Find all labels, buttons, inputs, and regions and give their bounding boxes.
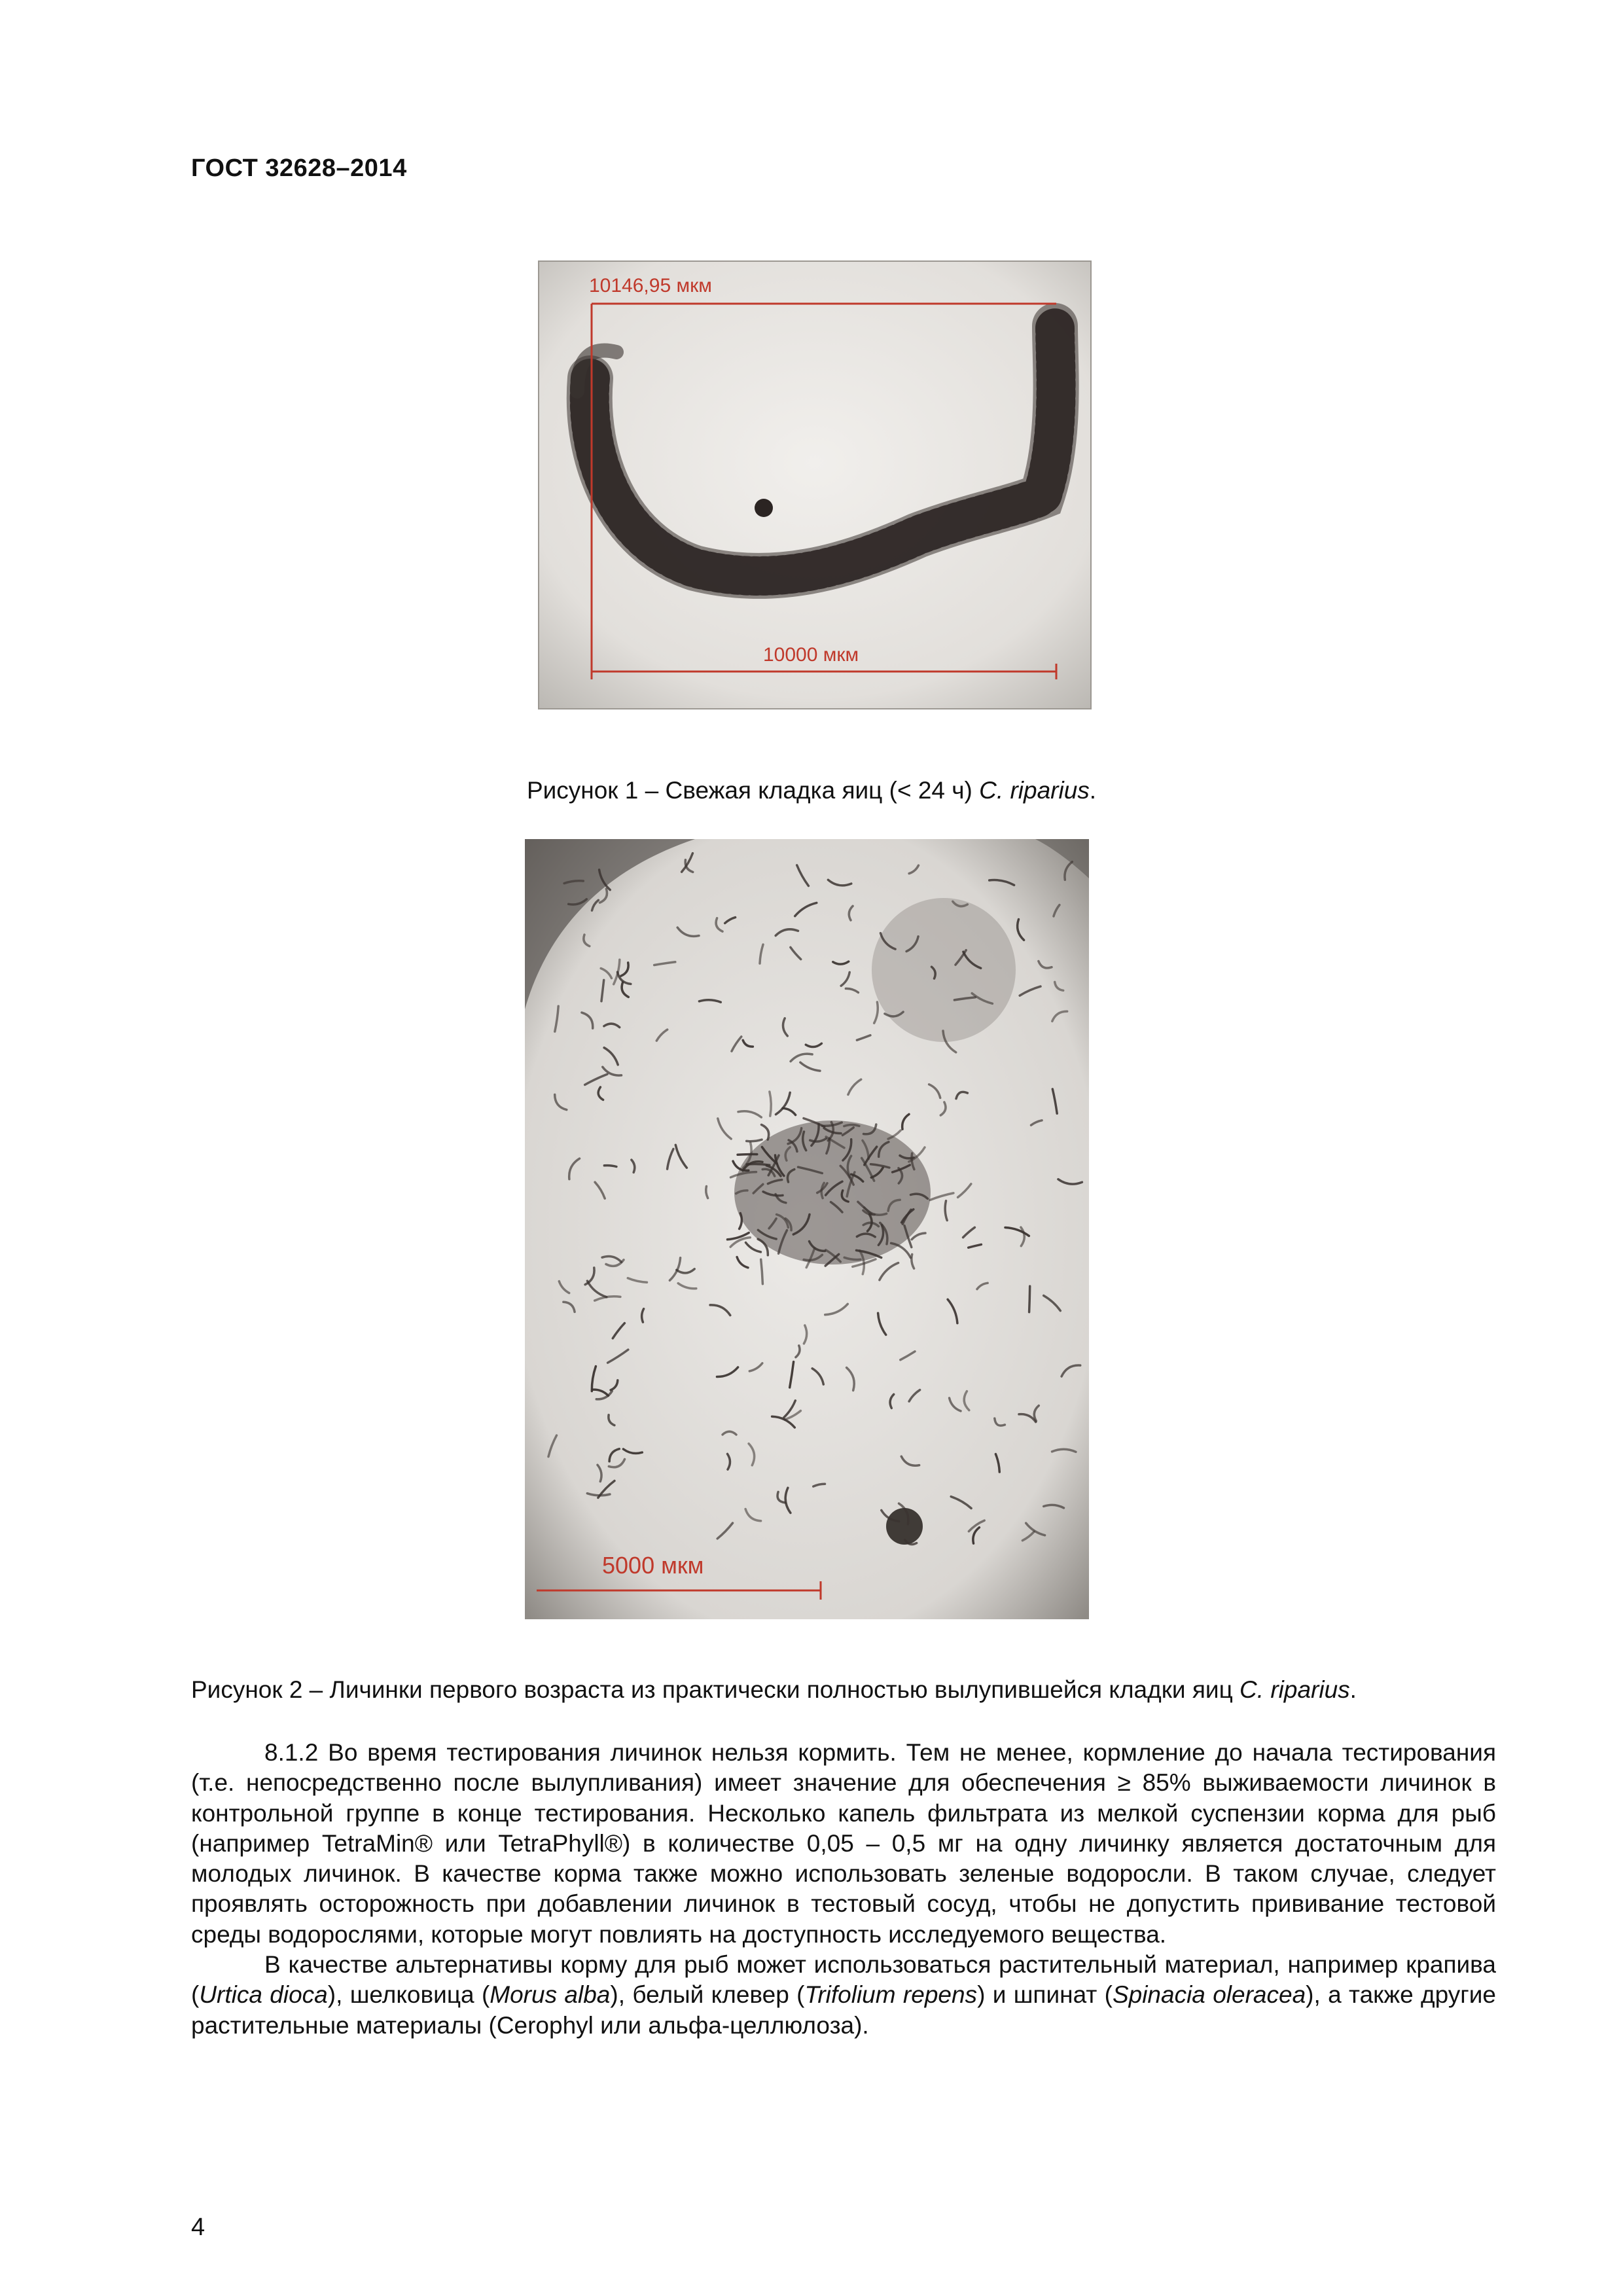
larva-mark xyxy=(1029,1286,1030,1312)
scale-label-bottom: 10000 мкм xyxy=(763,644,859,666)
paragraph-8-1-2: 8.1.2 Во время тестирования личинок нельзя кормить. Тем не менее, кормление до начала тестирования (т.е. непосредственно после вылупливания) имеет значение для обеспечения ≥ 85% выживаемости личинок в контрольной группе в конце тестирования. Несколько капель фильтрата из мелкой суспензии корма для рыб (например TetraMin® или TetraPhyll®) в количестве 0,05 – 0,5 мг на одну личинку является достаточным для молодых личинок. В качестве корма также можно использовать зеленые водоросли. В таком случае, следует проявлять осторожность при добавлении личинок в тестовый сосуд, чтобы не допустить прививание тестовой среды водорослями, которые могут повлиять на доступность исследуемого вещества. xyxy=(191,1739,1496,1948)
egg-mass-photo xyxy=(538,260,1092,709)
figure-2-caption: Рисунок 2 – Личинки первого возраста из практически полностью вылупившейся кладки яиц C. riparius. xyxy=(191,1676,1357,1703)
paragraph-alternative-food: В качестве альтернативы корму для рыб может использоваться растительный материал, например крапива (Urtica dioca), шелковица (Morus alba), белый клевер (Trifolium repens) и шпинат (Spinacia oleracea), а также другие растительные материалы (Cerophyl или альфа-целлюлоза). xyxy=(191,1951,1497,2039)
larvae-photo xyxy=(525,839,1089,1619)
document-code: ГОСТ 32628–2014 xyxy=(191,154,407,182)
larva-mark xyxy=(604,1166,616,1167)
body-text xyxy=(191,1738,1496,2041)
page-number: 4 xyxy=(191,2214,205,2241)
figure-1-caption: Рисунок 1 – Свежая кладка яиц (< 24 ч) C. riparius. xyxy=(526,777,1097,804)
scale-label-top: 10146,95 мкм xyxy=(589,275,712,296)
scale-label: 5000 мкм xyxy=(602,1552,704,1579)
larva-mark xyxy=(747,1164,770,1165)
